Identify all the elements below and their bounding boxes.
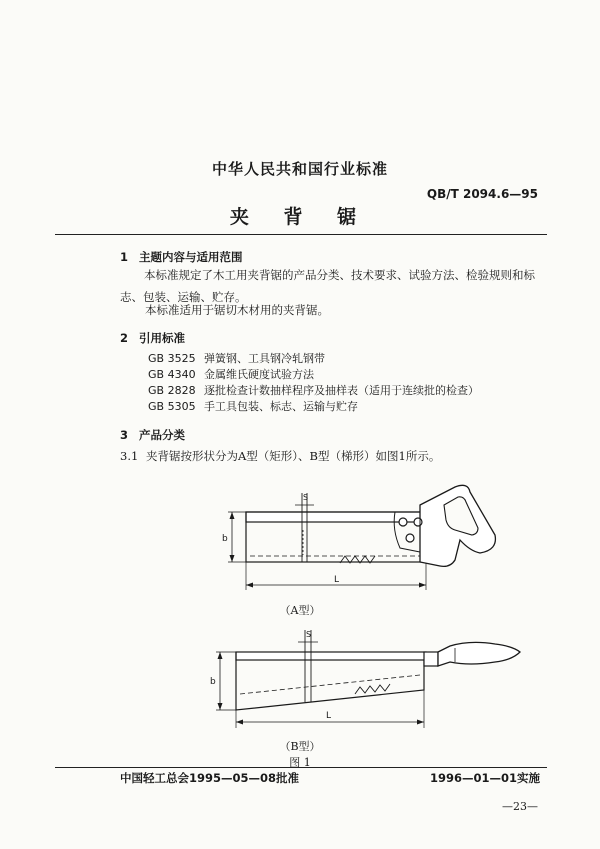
approval-date: 中国轻工总会1995—05—08批准: [120, 771, 300, 785]
section-title: 产品分类: [139, 428, 185, 442]
reference-item: [148, 350, 325, 366]
dim-label-b: b: [222, 534, 228, 544]
section-3-heading: [120, 427, 185, 443]
reference-code: GB 3525: [148, 352, 196, 365]
caption-type-b: （B型）: [279, 740, 321, 753]
reference-code: GB 2828: [148, 384, 196, 397]
dim-label-s: S: [303, 493, 309, 502]
reference-title: 金属维氏硬度试验方法: [204, 368, 314, 381]
title-rule: [55, 234, 547, 235]
section-number: 2: [120, 331, 129, 345]
figure-caption: 图 1: [289, 756, 311, 769]
dim-label-s-b: S: [306, 630, 312, 639]
section-title: 主题内容与适用范围: [139, 250, 243, 264]
dim-label-l-b: L: [326, 711, 332, 721]
section-title: 引用标准: [139, 331, 185, 345]
section-number: 3: [120, 428, 129, 442]
reference-title: 弹簧钢、工具钢冷轧钢带: [204, 352, 325, 365]
standard-title: 中华人民共和国行业标准: [211, 160, 388, 178]
section-1-paragraph-2: 本标准适用于锯切木材用的夹背锯。: [145, 303, 329, 317]
clause-text: 夹背锯按形状分为A型（矩形）、B型（梯形）如图1所示。: [146, 449, 441, 463]
standard-number: QB/T 2094.6—95: [426, 187, 538, 201]
document-title: 夹 背 锯: [229, 206, 371, 228]
reference-code: GB 4340: [148, 368, 196, 381]
reference-title: 手工具包装、标志、运输与贮存: [204, 400, 358, 413]
footer-rule: [55, 767, 547, 768]
section-1-paragraph-1: 本标准规定了木工用夹背锯的产品分类、技术要求、试验方法、检验规则和标志、包装、运输、贮存。: [120, 268, 535, 304]
section-1-heading: [120, 249, 243, 265]
section-number: 1: [120, 250, 129, 264]
reference-item: [148, 398, 358, 414]
clause-3-1: [120, 448, 440, 464]
clause-number: 3.1: [120, 449, 139, 463]
section-2-heading: [120, 330, 185, 346]
reference-title: 逐批检查计数抽样程序及抽样表（适用于连续批的检查）: [204, 384, 479, 397]
reference-code: GB 5305: [148, 400, 196, 413]
dim-label-b-b: b: [210, 677, 216, 687]
effective-date: 1996—01—01实施: [429, 771, 540, 785]
dim-label-l: L: [334, 575, 340, 585]
type-b-saw-drawing: [216, 630, 520, 728]
reference-item: [148, 366, 314, 382]
page-number: —23—: [502, 800, 538, 813]
type-a-saw-drawing: [228, 485, 495, 590]
figure-1-drawings: [0, 470, 600, 770]
caption-type-a: （A型）: [279, 604, 321, 617]
reference-item: [148, 382, 479, 398]
